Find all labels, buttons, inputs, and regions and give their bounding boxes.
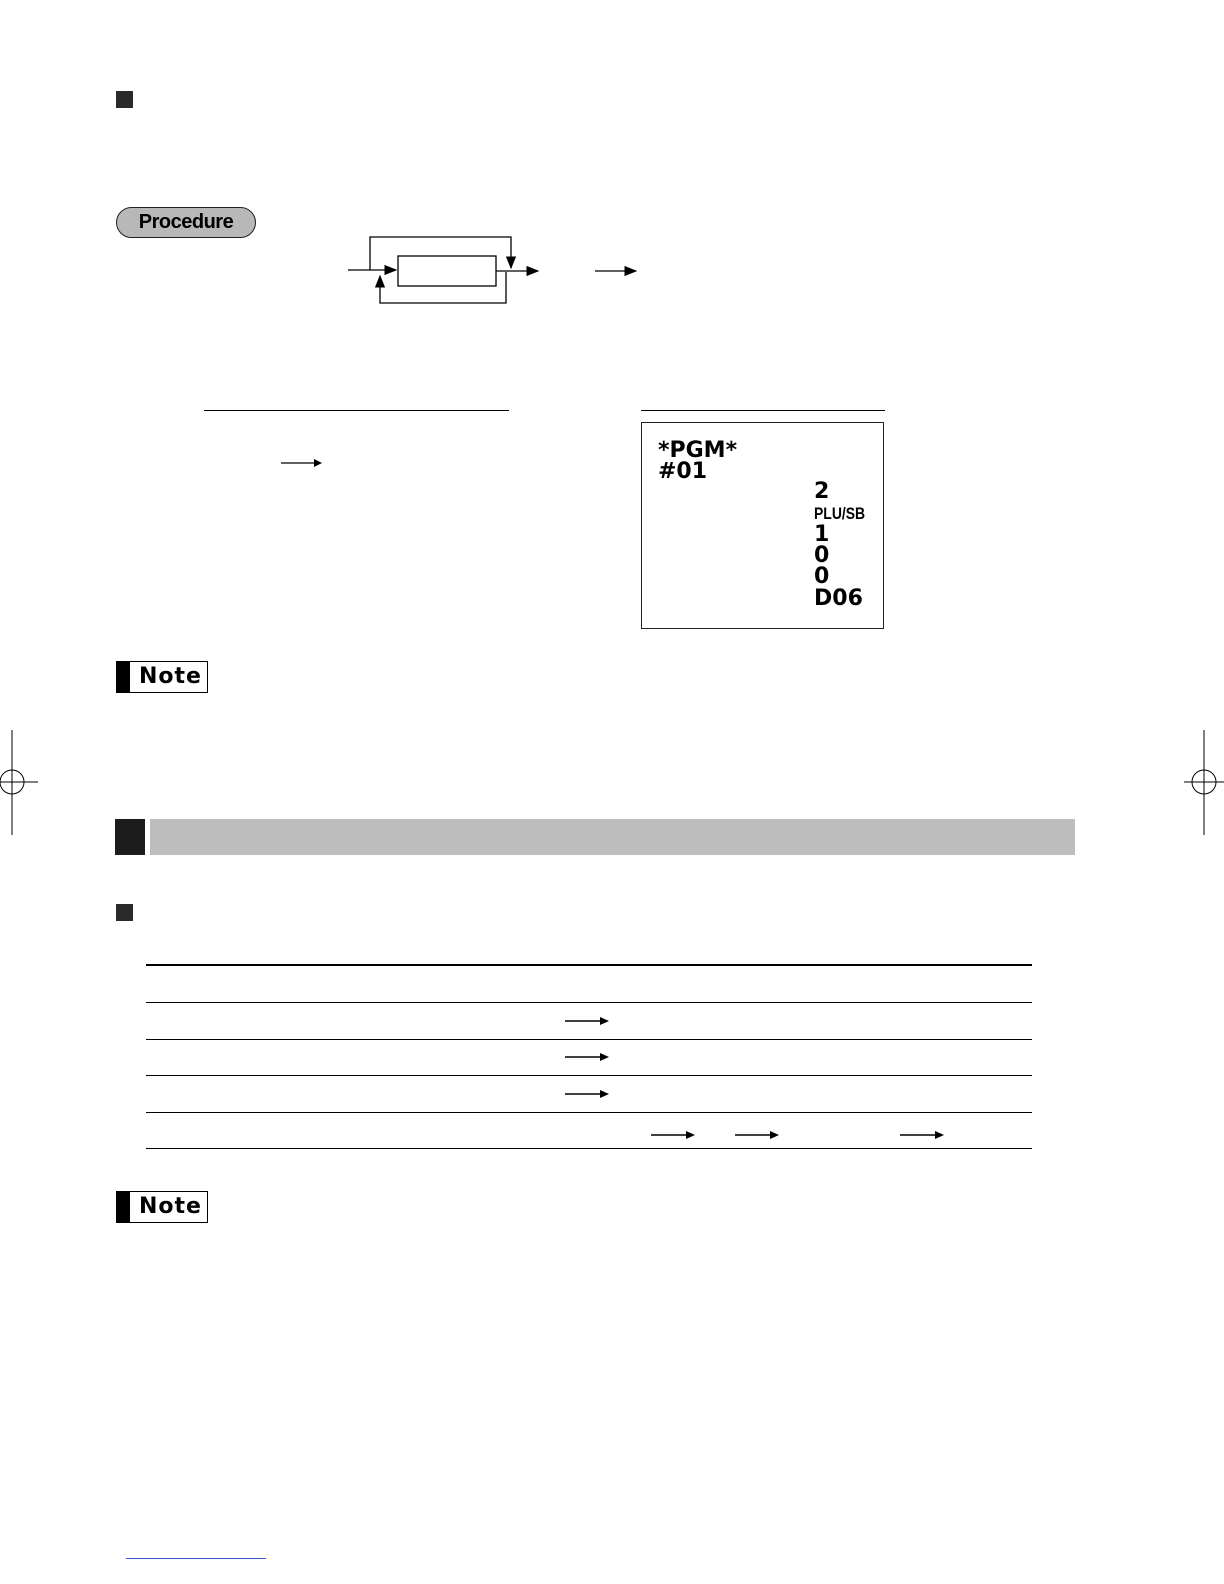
registration-mark-right: [1184, 730, 1224, 835]
receipt-value: PLU/SB: [814, 504, 866, 523]
receipt-value: 2: [814, 479, 830, 504]
registration-mark-left: [0, 730, 40, 835]
footer-rule: [126, 1558, 266, 1559]
table-row-arrow: [564, 1050, 612, 1064]
procedure-flow-diagram: [340, 230, 650, 310]
table-row-rule: [146, 1039, 1032, 1040]
note-badge: [116, 661, 208, 693]
table-top-rule: [146, 964, 1032, 966]
section-number-block: [115, 819, 145, 855]
note-label: Note: [139, 664, 202, 689]
key-box: [398, 256, 496, 286]
table-row-arrow: [734, 1128, 782, 1142]
receipt-line-pgm: *PGM*: [658, 438, 738, 463]
example-header-rule: [204, 410, 509, 411]
table-row-arrow: [650, 1128, 698, 1142]
example-arrow: [280, 456, 324, 470]
print-header-rule: [641, 410, 885, 411]
table-row-arrow: [564, 1014, 612, 1028]
table-row-rule: [146, 1075, 1032, 1076]
table-row-arrow: [564, 1087, 612, 1101]
receipt-value: 0: [814, 564, 830, 589]
note-label: Note: [139, 1194, 202, 1219]
section-title-bar: [150, 819, 1075, 855]
receipt-value: D06: [814, 586, 863, 611]
procedure-badge: Procedure: [116, 207, 256, 238]
table-row-rule: [146, 1002, 1032, 1003]
receipt-print: [641, 422, 884, 629]
receipt-line-number: #01: [658, 459, 708, 484]
subsection-bullet-square: [116, 904, 133, 921]
table-row-arrow: [899, 1128, 947, 1142]
receipt-value: 0: [814, 543, 830, 568]
receipt-value: 1: [814, 522, 830, 547]
note-badge: [116, 1191, 208, 1223]
table-bottom-rule: [146, 1148, 1032, 1149]
section-bullet-square: [116, 91, 133, 108]
table-row-rule: [146, 1112, 1032, 1113]
